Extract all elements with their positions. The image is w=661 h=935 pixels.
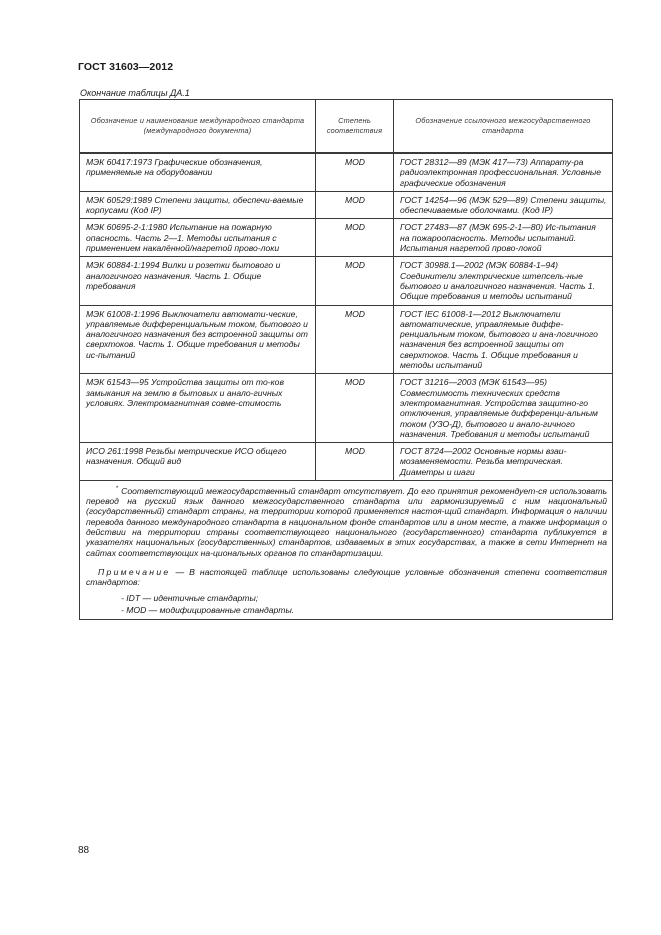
cell-interstate: ГОСТ IEC 61008-1—2012 Выключатели автоматические, управляемые диффе-ренциальным током, бытового и ана-логичного назначения без встроенной защиты от сверхтоков. Часть 1. Общие требования и методы испытаний <box>394 305 613 374</box>
list-item: - IDT — идентичные стандарты; <box>121 592 259 603</box>
table-caption: Окончание таблицы ДА.1 <box>80 88 190 98</box>
column-header-degree: Степень соответствия <box>316 100 394 154</box>
notes-row <box>80 481 613 620</box>
table-row <box>80 374 613 443</box>
cell-intl: МЭК 60695-2-1:1980 Испытание на пожарную опасность. Часть 2—1. Методы испытания с применением накалённой/нагретой прово-локи <box>80 219 316 257</box>
document-code: ГОСТ 31603—2012 <box>78 61 174 73</box>
note-text: — В настоящей таблице использованы следующие условные обозначения степени соответствия стандартов: <box>86 566 607 588</box>
cell-intl: ИСО 261:1998 Резьбы метрические ИСО общего назначения. Общий вид <box>80 443 316 481</box>
cell-interstate: ГОСТ 8724—2002 Основные нормы взаи-мозаменяемости. Резьба метрическая. Диаметры и шаги <box>394 443 613 481</box>
cell-intl: МЭК 60417:1973 Графические обозначения, применяемые на оборудовании <box>80 153 316 191</box>
cell-interstate: ГОСТ 14254—96 (МЭК 529—89) Степени защиты, обеспечиваемые оболочками. (Код IP) <box>394 191 613 219</box>
note-label: Примечание <box>98 566 171 577</box>
cell-interstate: ГОСТ 31216—2003 (МЭК 61543—95) Совместимость технических средств электромагнитная. Устройства защитно-го отключения, управляемые дифференци-альным током (УЗО-Д), бытового и анало-гичного назначения. Требования и методы испытаний <box>394 374 613 443</box>
table-row <box>80 443 613 481</box>
cell-interstate: ГОСТ 28312—89 (МЭК 417—73) Аппарату-ра радиоэлектронная профессиональная. Условные графические обозначения <box>394 153 613 191</box>
table-header-row <box>80 100 613 154</box>
cell-intl: МЭК 60529:1989 Степени защиты, обеспечи-ваемые корпусами (Код IP) <box>80 191 316 219</box>
list-item: - MOD — модифицированные стандарты. <box>121 604 295 615</box>
notes-cell <box>80 481 613 620</box>
cell-degree: MOD <box>316 443 394 481</box>
cell-intl: МЭК 61543—95 Устройства защиты от то-ков замыкания на землю в бытовых и анало-гичных условиях. Электромагнитная совме-стимость <box>80 374 316 443</box>
cell-degree: MOD <box>316 305 394 374</box>
table-row <box>80 305 613 374</box>
footnote-text: Соответствующий межгосударственный стандарт отсутствует. До его принятия рекомендует-ся использовать перевод на русский язык данного межгосударственного стандарта или гармонизируемый с ним национальный (государственный) стандарт страны, на территории которой применяется настоя-щий стандарт. Информация о наличии перевода данного международного стандарта в национальном фонде стандартов или в ином месте, а также информация о действии на территории страны соответствующего национального (государственного) стандарта публикуется в указателях национальных (государственных) стандартов, издаваемых в этих государствах, а также в сети Интернет на сайтах соответствующих на-циональных органов по стандартизации. <box>86 485 607 558</box>
cell-degree: MOD <box>316 153 394 191</box>
column-header-intl: Обозначение и наименование международного стандарта (международного документа) <box>80 100 316 154</box>
cell-interstate: ГОСТ 27483—87 (МЭК 695-2-1—80) Ис-пытания на пожароопасность. Методы испытаний. Испытания нагретой прово-локой <box>394 219 613 257</box>
footnote-marker: * <box>116 486 119 493</box>
cell-degree: MOD <box>316 219 394 257</box>
table-row <box>80 153 613 191</box>
cell-intl: МЭК 61008-1:1996 Выключатели автомати-ческие, управляемые дифференциальным током, бытового и аналогичного назначения без встроенной защиты от сверхтоков. Часть 1. Общие требования и методы ис-пытаний <box>80 305 316 374</box>
note-paragraph <box>86 567 607 588</box>
table-row <box>80 257 613 305</box>
standards-table <box>79 99 613 620</box>
column-header-interstate: Обозначение ссылочного межгосударственного стандарта <box>394 100 613 154</box>
cell-intl: МЭК 60884-1:1994 Вилки и розетки бытового и аналогичного назначения. Часть 1. Общие требования <box>80 257 316 305</box>
cell-degree: MOD <box>316 257 394 305</box>
cell-interstate: ГОСТ 30988.1—2002 (МЭК 60884-1–94) Соединители электрические штепсель-ные бытового и аналогичного назначения. Часть 1. Общие требования и методы испытаний <box>394 257 613 305</box>
note-list <box>86 592 607 616</box>
cell-degree: MOD <box>316 191 394 219</box>
footnote <box>86 484 607 558</box>
page-number: 88 <box>78 845 90 856</box>
cell-degree: MOD <box>316 374 394 443</box>
table-row <box>80 219 613 257</box>
table-row <box>80 191 613 219</box>
